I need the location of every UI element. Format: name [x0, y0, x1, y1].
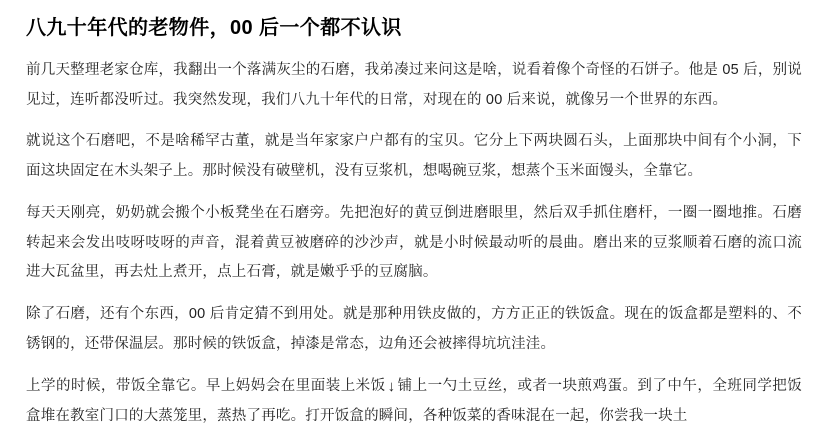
paragraph-5-text-after-marker: 铺上一勺土豆丝，或者一块煎鸡蛋。到了中午，全班同学把饭盒堆在教室门口的大蒸笼里，蒸热了再吃。打开饭盒的瞬间，各种饭菜的香味混在一起，你尝我一块土: [26, 378, 802, 425]
article-paragraph-3: 每天天刚亮，奶奶就会搬个小板凳坐在石磨旁。先把泡好的黄豆倒进磨眼里，然后双手抓住磨杆，一圈一圈地推。石磨转起来会发出吱呀吱呀的声音，混着黄豆被磨碎的沙沙声，就是小时候最动听的晨曲。磨出来的豆浆顺着石磨的流口流进大瓦盆里，再去灶上煮开，点上石膏，就是嫩乎乎的豆腐脑。: [26, 204, 802, 281]
down-arrow-marker-icon: ↓: [387, 378, 396, 396]
page-title: 八九十年代的老物件，00 后一个都不认识: [26, 17, 402, 39]
paragraph-5-text-before-marker: 上学的时候，带饭全靠它。早上妈妈会在里面装上米饭: [26, 378, 386, 395]
article-paragraph-5: [26, 371, 802, 431]
article-paragraph-4: 除了石磨，还有个东西，00 后肯定猜不到用处。就是那种用铁皮做的，方方正正的铁饭盒。现在的饭盒都是塑料的、不锈钢的，还带保温层。那时候的铁饭盒，掉漆是常态，边角还会被摔得坑坑洼洼。: [26, 306, 802, 352]
article-paragraph-1: 前几天整理老家仓库，我翻出一个落满灰尘的石磨，我弟凑过来问这是啥，说看着像个奇怪的石饼子。他是 05 后，别说见过，连听都没听过。我突然发现，我们八九十年代的日常，对现在的 00 后来说，就像另一个世界的东西。: [26, 62, 802, 108]
article-paragraph-2: 就说这个石磨吧，不是啥稀罕古董，就是当年家家户户都有的宝贝。它分上下两块圆石头，上面那块中间有个小洞，下面这块固定在木头架子上。那时候没有破壁机，没有豆浆机，想喝碗豆浆，想蒸个玉米面馒头，全靠它。: [26, 133, 802, 180]
